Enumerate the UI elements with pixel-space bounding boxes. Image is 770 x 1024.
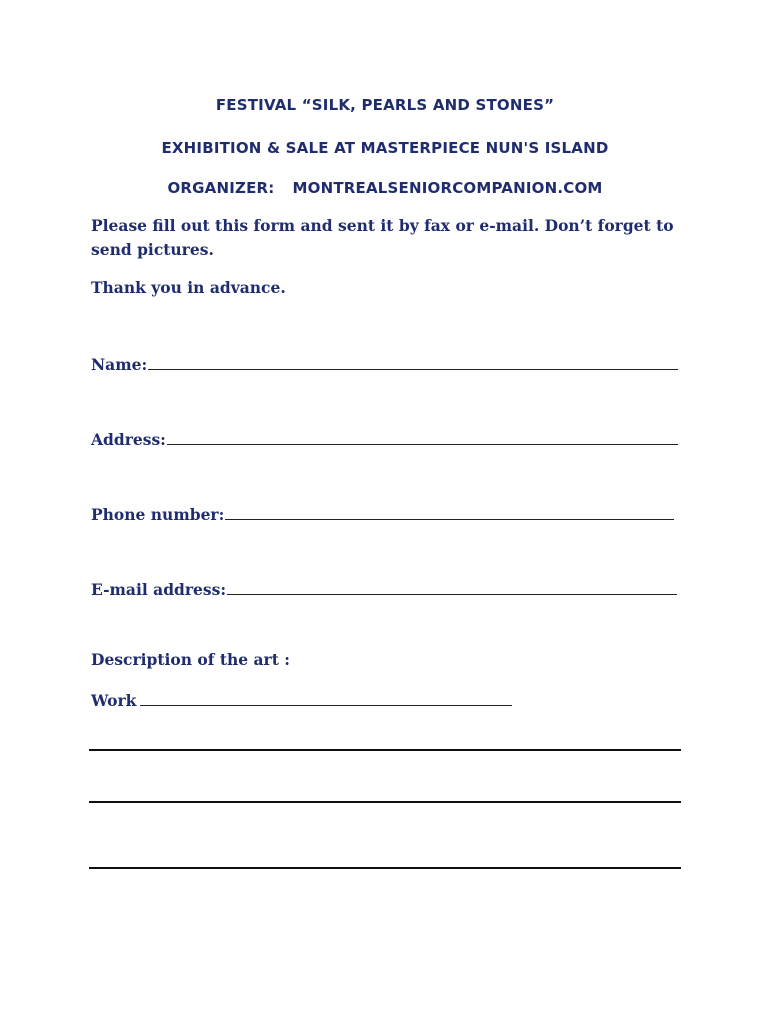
description-label: Description of the art : [91, 650, 290, 669]
organizer-label: ORGANIZER: [167, 179, 275, 197]
phone-input-line[interactable] [225, 519, 674, 520]
name-field[interactable] [91, 348, 678, 374]
organizer-value: MONTREALSENIORCOMPANION.COM [292, 179, 603, 197]
description-line-1[interactable] [89, 749, 681, 751]
phone-label: Phone number: [91, 505, 225, 524]
work-field[interactable] [91, 684, 512, 710]
email-input-line[interactable] [227, 594, 677, 595]
instructions-text: Please fill out this form and sent it by fax or e-mail. Don’t forget to send pictures. [91, 216, 674, 259]
name-label: Name: [91, 355, 148, 374]
work-label: Work [91, 691, 137, 710]
description-line-2[interactable] [89, 801, 681, 803]
email-label: E-mail address: [91, 580, 227, 599]
address-label: Address: [91, 430, 166, 449]
organizer-line [0, 179, 770, 197]
form-title: FESTIVAL “SILK, PEARLS AND STONES” [215, 96, 555, 114]
address-input-line[interactable] [167, 444, 678, 445]
name-input-line[interactable] [148, 369, 678, 370]
thanks-text: Thank you in advance. [91, 278, 286, 297]
address-field[interactable] [91, 423, 678, 449]
phone-field[interactable] [91, 498, 674, 524]
email-field[interactable] [91, 573, 677, 599]
work-input-line[interactable] [140, 705, 512, 706]
form-subtitle: EXHIBITION & SALE AT MASTERPIECE NUN'S ISLAND [161, 139, 609, 157]
description-line-3[interactable] [89, 867, 681, 869]
